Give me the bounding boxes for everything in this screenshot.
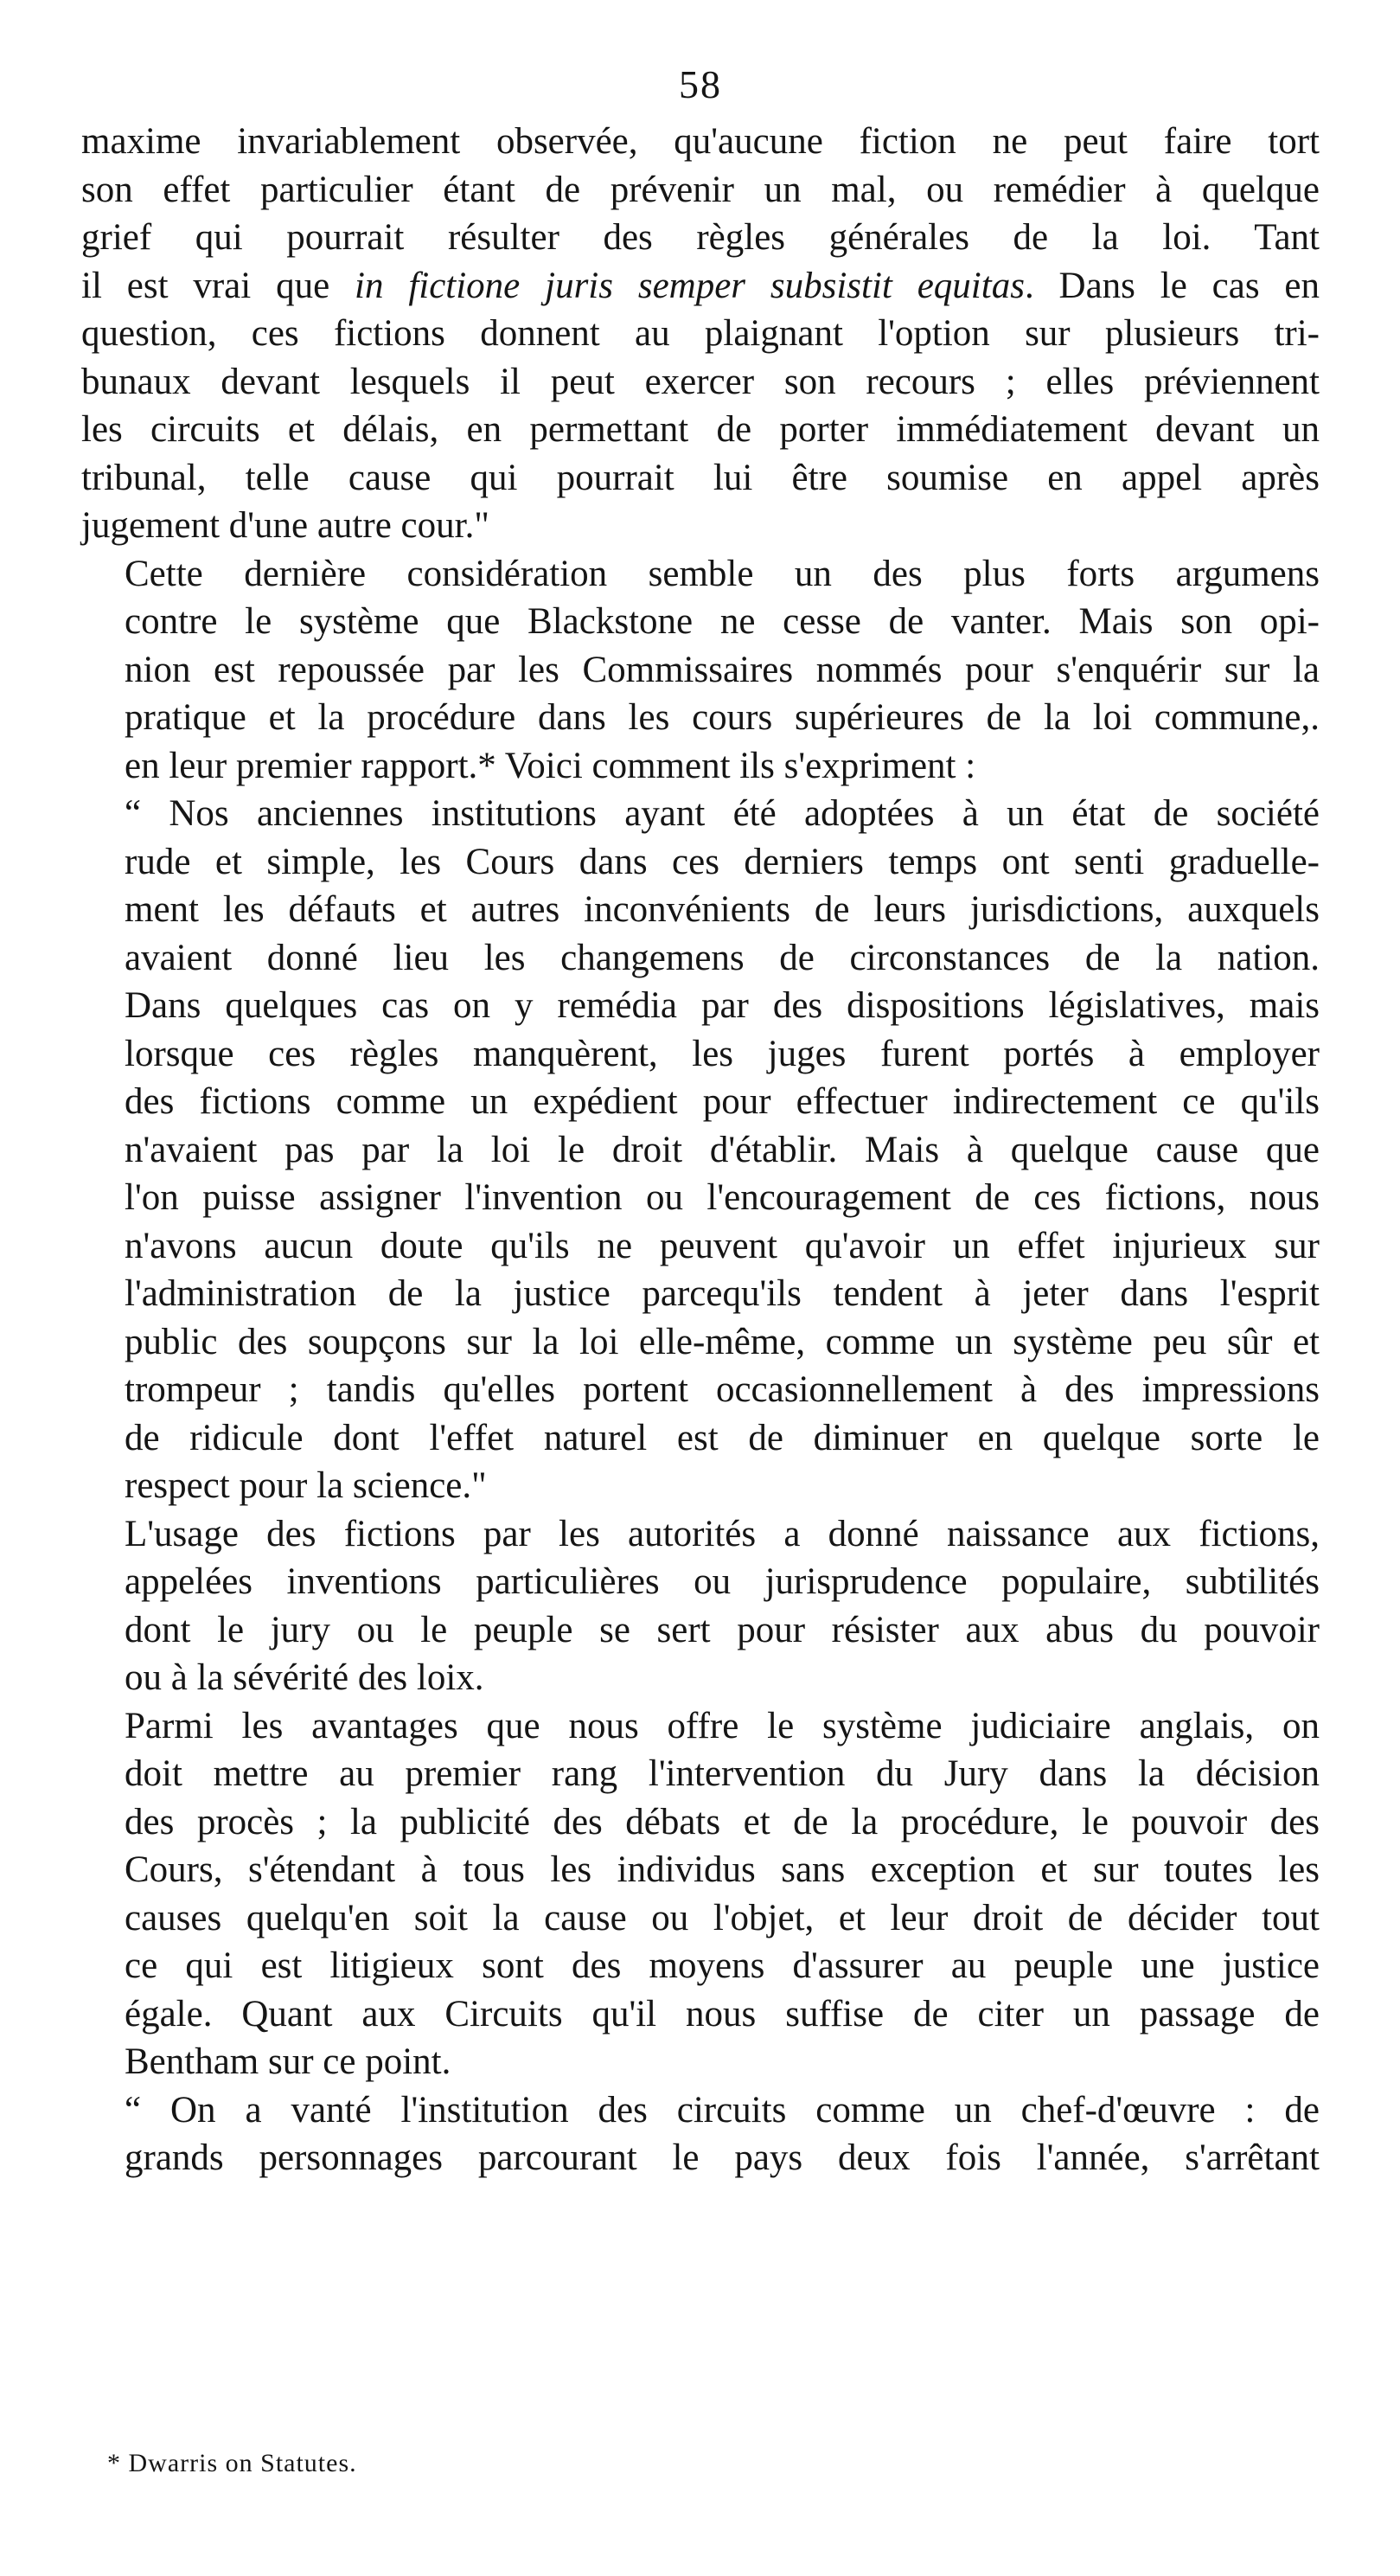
text-line: respect pour la science." (125, 1465, 487, 1506)
book-page (81, 61, 1320, 2182)
text-line: pratique et la procédure dans les cours supérieures de la loi commune,. (125, 697, 1320, 738)
text-line: en leur premier rapport.* Voici comment ils s'expriment : (125, 745, 976, 786)
text-line: de ridicule dont l'effet naturel est de diminuer en quelque sorte le (125, 1417, 1320, 1458)
text-line: appelées inventions particulières ou jurisprudence populaire, subtilités (125, 1561, 1320, 1602)
text-line: l'on puisse assigner l'invention ou l'encouragement de ces fictions, nous (125, 1177, 1320, 1218)
text-line: contre le système que Blackstone ne cesse de vanter. Mais son opi- (125, 601, 1320, 642)
paragraph (81, 1702, 1320, 2086)
text-line: Parmi les avantages que nous offre le système judiciaire anglais, on (125, 1705, 1320, 1746)
text-line: égale. Quant aux Circuits qu'il nous suffise de citer un passage de (125, 1993, 1320, 2035)
paragraph (81, 2086, 1320, 2182)
text-line: n'avaient pas par la loi le droit d'établir. Mais à quelque cause que (125, 1129, 1320, 1170)
body-text (81, 118, 1320, 2182)
text-line: public des soupçons sur la loi elle-même, comme un système peu sûr et (125, 1321, 1320, 1362)
text-line: ce qui est litigieux sont des moyens d'assurer au peuple une justice (125, 1945, 1320, 1986)
paragraph (81, 1510, 1320, 1702)
text-line: avaient donné lieu les changemens de circonstances de la nation. (125, 937, 1320, 978)
text-line: nion est repoussée par les Commissaires nommés pour s'enquérir sur la (125, 649, 1320, 690)
text-line: les circuits et délais, en permettant de porter immédiatement devant un (81, 409, 1320, 450)
text-line: Bentham sur ce point. (125, 2041, 451, 2082)
text-line: Dans quelques cas on y remédia par des dispositions législatives, mais (125, 985, 1320, 1026)
text-line: ou à la sévérité des loix. (125, 1657, 484, 1698)
text-line: maxime invariablement observée, qu'aucune fiction ne peut faire tort (81, 121, 1320, 162)
text-line: grief qui pourrait résulter des règles générales de la loi. Tant (81, 217, 1320, 258)
text-line: trompeur ; tandis qu'elles portent occasionnellement à des impressions (125, 1369, 1320, 1410)
text-line: grands personnages parcourant le pays deux fois l'année, s'arrêtant (125, 2137, 1320, 2178)
text-line: tribunal, telle cause qui pourrait lui être soumise en appel après (81, 457, 1320, 498)
footnote: * Dwarris on Statutes. (107, 2449, 357, 2477)
text-line: bunaux devant lesquels il peut exercer son recours ; elles préviennent (81, 361, 1320, 402)
page-number: 58 (679, 62, 722, 106)
text-line: doit mettre au premier rang l'intervention du Jury dans la décision (125, 1753, 1320, 1794)
paragraph (81, 550, 1320, 791)
text-line: question, ces fictions donnent au plaignant l'option sur plusieurs tri- (81, 313, 1320, 354)
text-line: des fictions comme un expédient pour effectuer indirectement ce qu'ils (125, 1081, 1320, 1122)
text-line: ment les défauts et autres inconvénients de leurs jurisdictions, auxquels (125, 889, 1320, 930)
paragraph (81, 790, 1320, 1510)
paragraph (81, 118, 1320, 550)
text-line: n'avons aucun doute qu'ils ne peuvent qu'avoir un effet injurieux sur (125, 1225, 1320, 1266)
text-line: causes quelqu'en soit la cause ou l'objet, et leur droit de décider tout (125, 1897, 1320, 1938)
text-line: rude et simple, les Cours dans ces derniers temps ont senti graduelle- (125, 841, 1320, 882)
text-line: il est vrai que in fictione juris semper subsistit equitas. Dans le cas en (81, 265, 1320, 306)
text-line: des procès ; la publicité des débats et de la procédure, le pouvoir des (125, 1801, 1320, 1842)
text-line: Cette dernière considération semble un des plus forts argumens (125, 553, 1320, 594)
text-line: l'administration de la justice parcequ'ils tendent à jeter dans l'esprit (125, 1273, 1320, 1314)
text-line: L'usage des fictions par les autorités a donné naissance aux fictions, (125, 1513, 1320, 1554)
text-line: son effet particulier étant de prévenir un mal, ou remédier à quelque (81, 169, 1320, 210)
text-line: dont le jury ou le peuple se sert pour résister aux abus du pouvoir (125, 1609, 1320, 1650)
text-line: Cours, s'étendant à tous les individus sans exception et sur toutes les (125, 1849, 1320, 1890)
text-line: “ On a vanté l'institution des circuits comme un chef-d'œuvre : de (125, 2089, 1320, 2131)
text-line: “ Nos anciennes institutions ayant été adoptées à un état de société (125, 793, 1320, 834)
text-line: lorsque ces règles manquèrent, les juges furent portés à employer (125, 1033, 1320, 1074)
text-line: jugement d'une autre cour." (81, 505, 489, 546)
